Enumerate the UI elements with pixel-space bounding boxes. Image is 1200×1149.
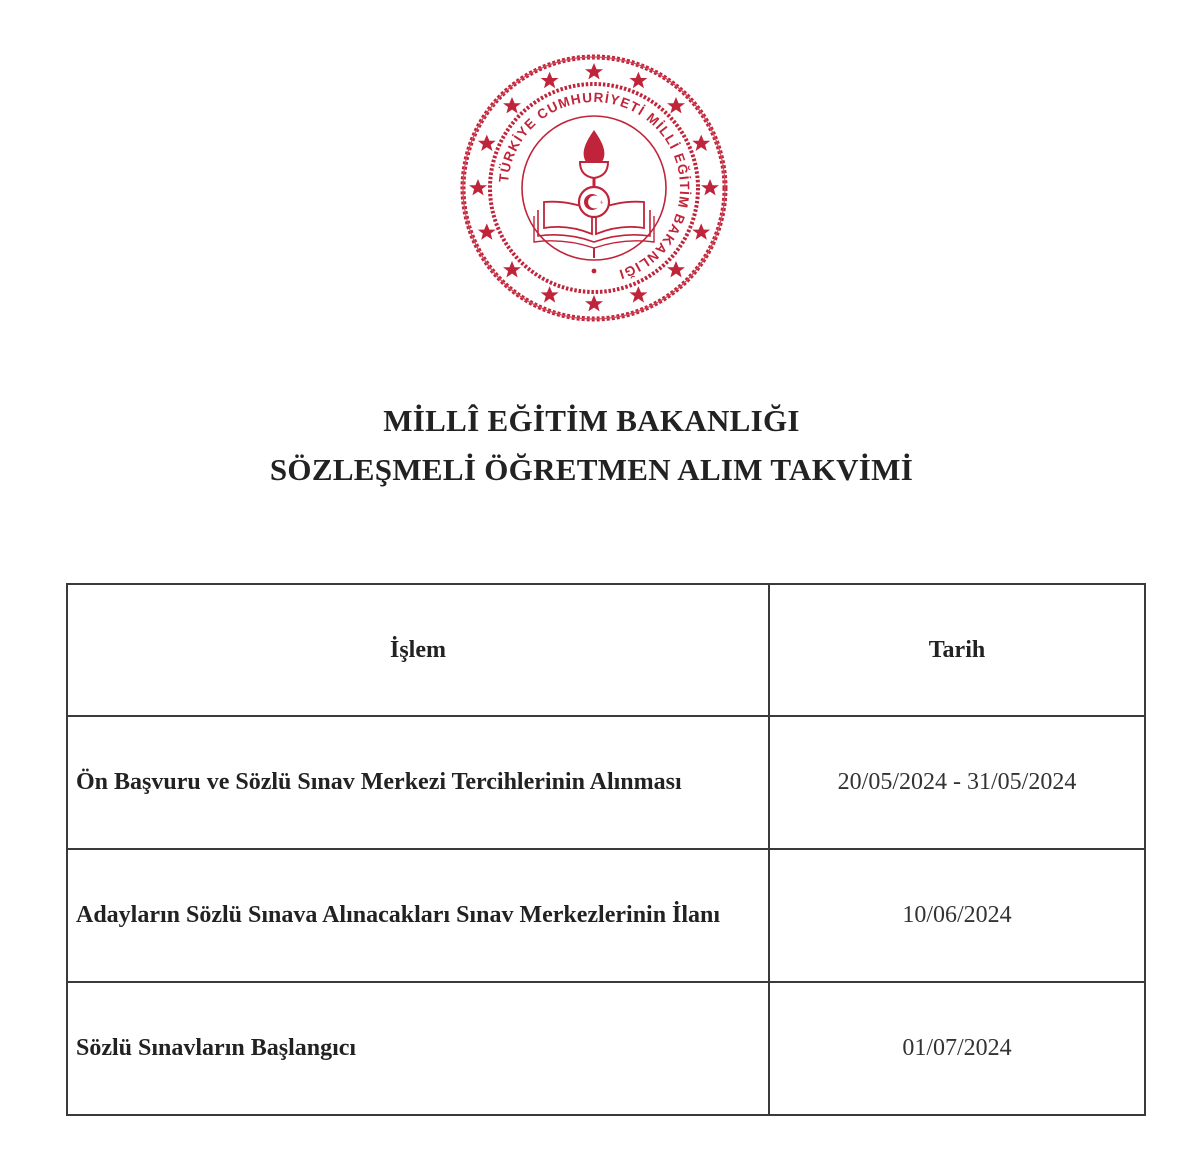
svg-text:TÜRKİYE CUMHURİYETİ MİLLİ EĞİT: TÜRKİYE CUMHURİYETİ MİLLİ EĞİTİM BAKANLIĞI [496,89,693,283]
meb-seal-logo [458,52,730,324]
cell-islem: Adayların Sözlü Sınava Alınacakları Sınav Merkezlerinin İlanı [67,849,769,982]
cell-tarih: 01/07/2024 [769,982,1145,1115]
table-row [67,716,1145,849]
cell-islem: Ön Başvuru ve Sözlü Sınav Merkezi Tercihlerinin Alınması [67,716,769,849]
cell-islem: Sözlü Sınavların Başlangıcı [67,982,769,1115]
column-header-tarih: Tarih [769,584,1145,716]
cell-tarih: 20/05/2024 - 31/05/2024 [769,716,1145,849]
recruitment-calendar-table [66,583,1146,1116]
table-header-row [67,584,1145,716]
document-title-calendar: SÖZLEŞMELİ ÖĞRETMEN ALIM TAKVİMİ [269,452,914,487]
table-row [67,849,1145,982]
column-header-islem: İşlem [67,584,769,716]
table-row [67,982,1145,1115]
document-title-ministry: MİLLÎ EĞİTİM BAKANLIĞI [383,403,800,438]
cell-tarih: 10/06/2024 [769,849,1145,982]
